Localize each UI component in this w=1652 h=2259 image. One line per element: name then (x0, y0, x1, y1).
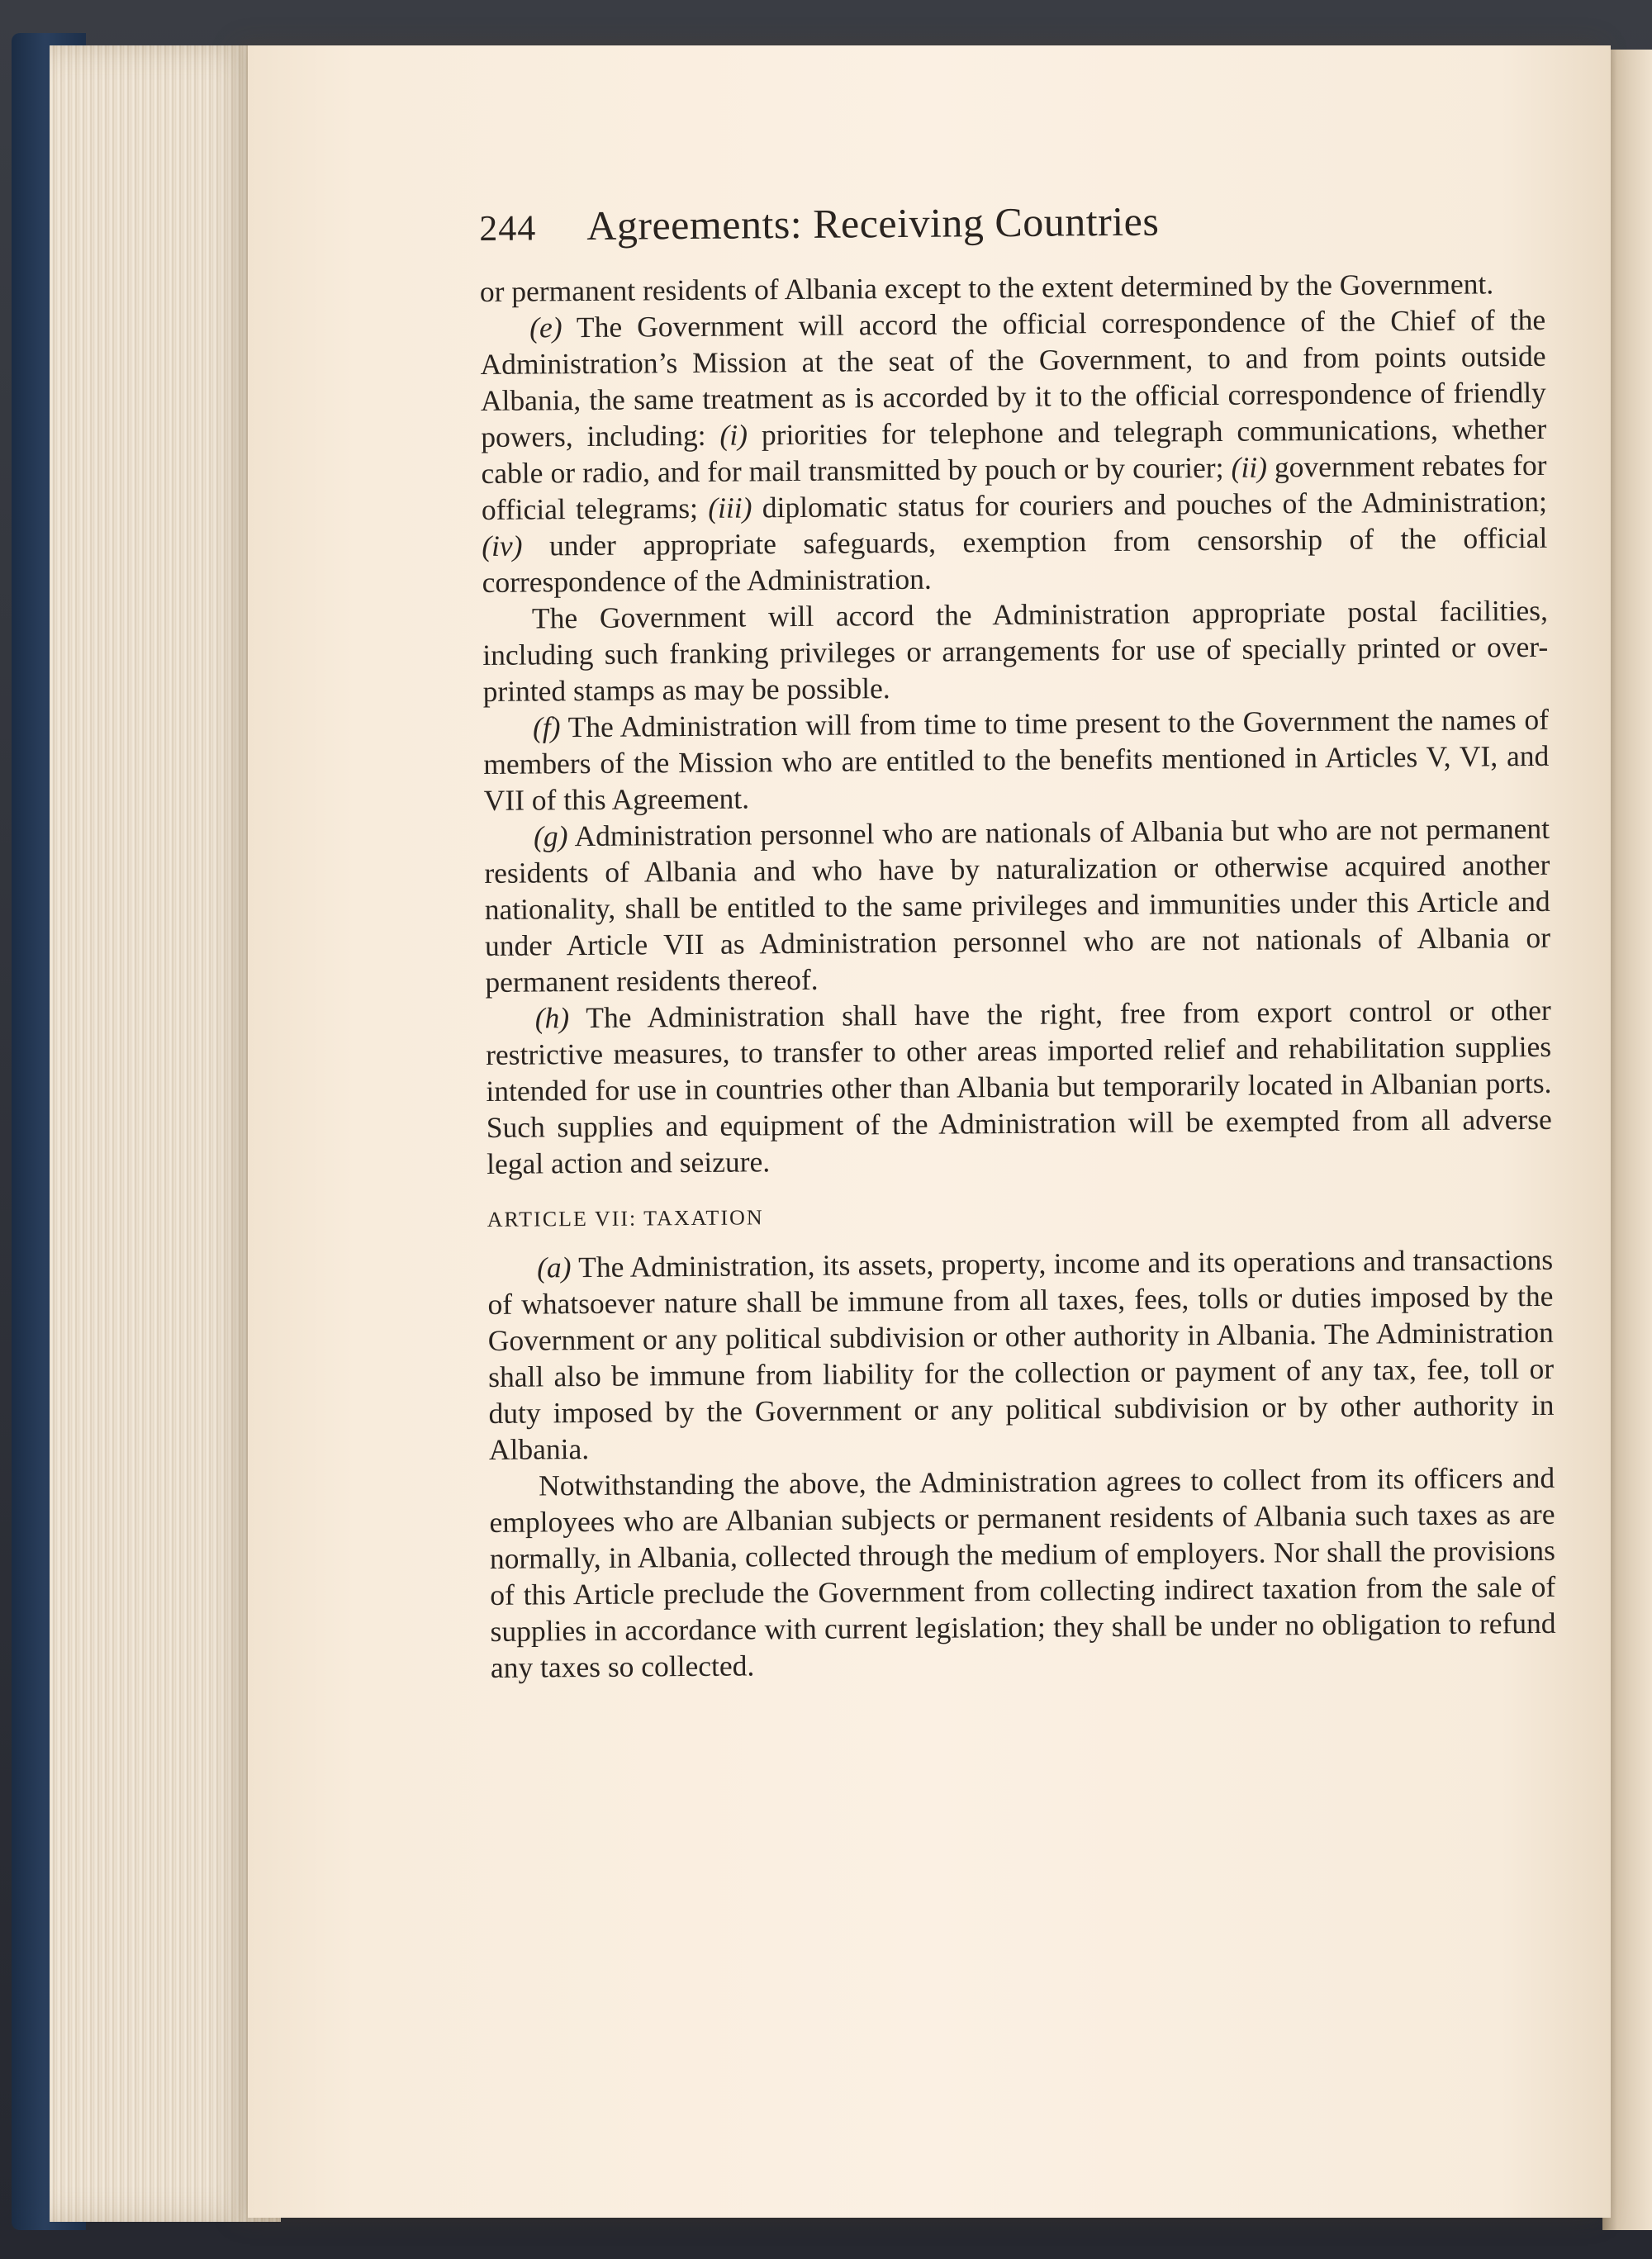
paragraph-text: The Administration shall have the right, free from export control or other restrictive measures, to transfer to other areas imported relief and rehabilitation supplies intended for use in countries other than Albania but temporarily located in Albanian ports. Such supplies and equipment of the Administration will be exempted from all adverse legal action and seizure. (485, 993, 1552, 1180)
paragraph-text: diplomatic status for couriers and pouches of the Administration; (752, 484, 1548, 524)
clause-marker: (e) (529, 311, 563, 344)
page-number: 244 (479, 207, 537, 249)
page-text-block (479, 194, 1556, 1686)
page-edges (50, 45, 281, 2222)
clause-marker: (iii) (708, 491, 752, 524)
running-header (479, 194, 1545, 268)
page-title: Agreements: Receiving Countries (586, 197, 1160, 249)
paragraph-text: Administration personnel who are nationals of Albania but who are not permanent residents of Albania and who have by naturalization or otherwise acquired another nationality, shall be entitled to the same privileges and immunities under this Article and under Article VII as Administration personnel who are not nationals of Albania or permanent residents thereof. (484, 811, 1551, 999)
book-page (248, 45, 1611, 2218)
clause-marker: (f) (532, 710, 561, 744)
clause-marker: (a) (536, 1251, 572, 1284)
paragraph-text: priorities for telephone and telegraph communications, whether cable or radio, and for mail transmitted by pouch or by courier; (481, 411, 1547, 490)
clause-marker: (i) (719, 418, 748, 452)
clause-marker: (h) (534, 1001, 570, 1035)
paragraph-text: government rebates for official telegrams; (481, 448, 1547, 526)
paragraph-text: The Government will accord the Administration appropriate postal facilities, including such franking privileges or arrangements for use of specially printed or over-printed stamps as may be possible. (482, 593, 1549, 708)
paragraph-text: The Administration will from time to time present to the Government the names of members of the Mission who are entitled to the benefits mentioned in Articles V, VI, and VII of this Agreement. (483, 702, 1550, 817)
paragraph-text: The Administration, its assets, property, income and its operations and transactions of whatsoever nature shall be immune from all taxes, fees, tolls or duties imposed by the Government or any political subdivision or other authority in Albania. The Administration shall also be immune from liability for the collection or payment of any tax, fee, toll or duty imposed by the Government or any political subdivision or by other authority in Albania. (487, 1242, 1555, 1466)
clause-marker: (ii) (1231, 450, 1268, 484)
paragraph-text: or permanent residents of Albania except to the extent determined by the Government. (479, 267, 1494, 308)
paragraph-e (480, 301, 1548, 600)
clause-marker: (g) (533, 819, 568, 853)
paragraph-h (486, 992, 1553, 1182)
paragraph-postal (482, 592, 1549, 709)
paragraph-g (484, 810, 1551, 1000)
paragraph-a (487, 1241, 1555, 1468)
paragraph-notwithstanding (489, 1459, 1556, 1686)
article-heading: ARTICLE VII: TAXATION (487, 1205, 764, 1232)
paragraph-text: under appropriate safeguards, exemption from censorship of the official correspondence of the Administration. (482, 520, 1548, 599)
clause-marker: (iv) (482, 529, 523, 562)
paragraph-text: The Government will accord the official correspondence of the Chief of the Administration’s Mission at the seat of the Government, to and from points outside Albania, the same treatment as is accorded by it to the official correspondence of friendly powers, including: (480, 302, 1547, 453)
paragraph-text: Notwithstanding the above, the Administration agrees to collect from its officers and employees who are Albanian subjects or permanent residents of Albania such taxes as are normally, in Albania, collected through the medium of employers. Nor shall the provisions of this Article preclude the Government from collecting indirect taxation from the sale of supplies in accordance with current legislation; they shall be under no obligation to refund any taxes so collected. (489, 1460, 1556, 1684)
paragraph-f (483, 701, 1550, 819)
